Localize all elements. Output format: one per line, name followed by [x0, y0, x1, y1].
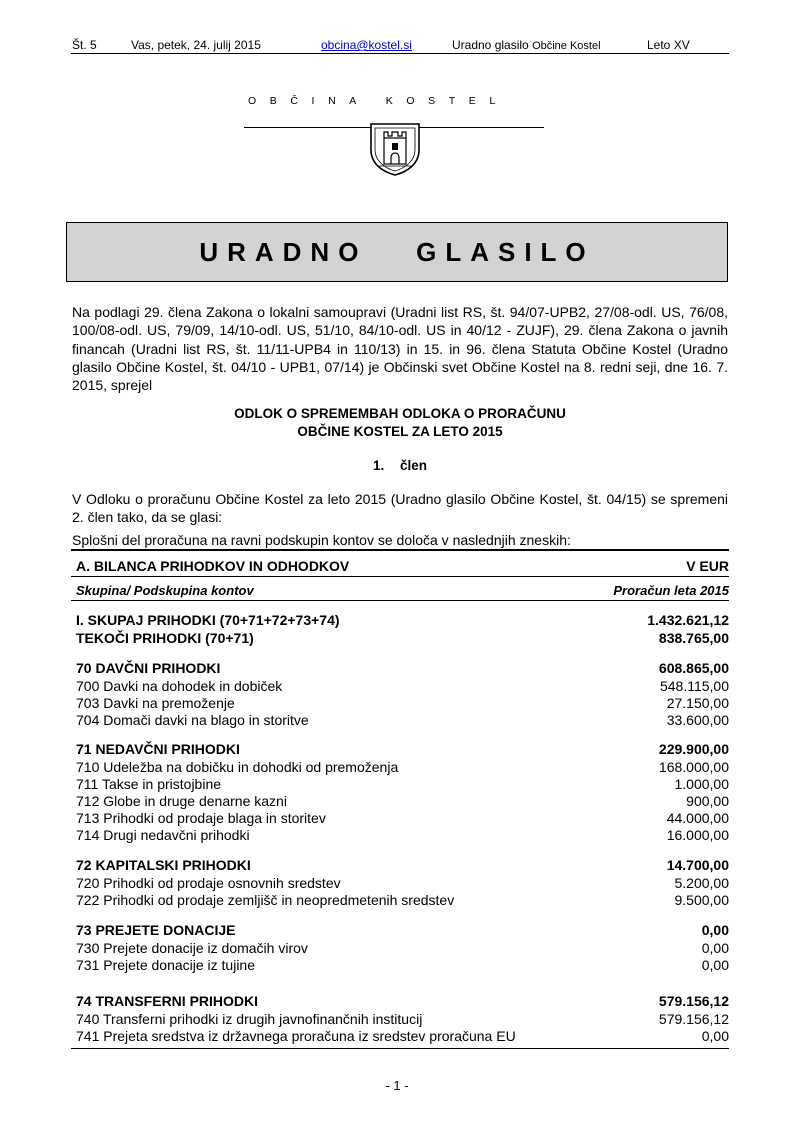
coat-of-arms-icon — [367, 120, 423, 181]
gazette-title-box — [66, 222, 728, 282]
table-bottom-rule — [71, 1048, 729, 1049]
table-rule — [71, 600, 729, 601]
gazette-title: URADNO GLASILO — [199, 237, 595, 267]
ordinance-title: ODLOK O SPREMEMBAH ODLOKA O PRORAČUNU OBČINE KOSTEL ZA LETO 2015 — [234, 406, 566, 439]
table-rule — [71, 576, 729, 577]
issue-date: Vas, petek, 24. julij 2015 — [131, 38, 261, 52]
volume-year: Leto XV — [647, 38, 690, 52]
article-paragraph-2: Splošni del proračuna na ravni podskupin kontov se določa v naslednjih zneskih: — [72, 532, 571, 548]
legal-basis-paragraph: Na podlagi 29. člena Zakona o lokalni samoupravi (Uradni list RS, št. 94/07-UPB2, 27/08-odl. US, 76/08, 100/08-odl. US, 79/09, 14/10-odl. US, 51/10, 84/10-odl. US in 40/12 - ZUJF), 29. člena Zakona o javnih financah (Uradni list RS, št. 11/11-UPB4 in 110/13) in 15. in 96. člena Statuta Občine Kostel (Uradno glasilo Občine Kostel, št. 04/10 - UPB1, 07/14) je Občinski svet Občine Kostel na 8. redni seji, dne 16. 7. 2015, sprejel — [72, 304, 728, 394]
article-heading: 1. člen — [372, 458, 428, 473]
column-header-budget: Proračun leta 2015 — [613, 583, 729, 598]
table-unit: V EUR — [686, 558, 729, 574]
page-number: - 1 - — [385, 1078, 409, 1093]
column-header-group: Skupina/ Podskupina kontov — [76, 583, 254, 598]
table-heading: A. BILANCA PRIHODKOV IN ODHODKOV — [76, 558, 350, 574]
issue-number: Št. 5 — [72, 38, 97, 52]
page-header — [71, 36, 729, 54]
publication-name: Uradno glasilo Občine Kostel — [452, 38, 601, 52]
article-paragraph: V Odloku o proračunu Občine Kostel za leto 2015 (Uradno glasilo Občine Kostel, št. 04/15) se spremeni 2. člen tako, da se glasi: — [72, 491, 728, 525]
table-top-rule — [71, 549, 729, 551]
municipality-name: OBČINA KOSTEL — [248, 95, 509, 107]
email-link[interactable]: obcina@kostel.si — [321, 38, 412, 52]
